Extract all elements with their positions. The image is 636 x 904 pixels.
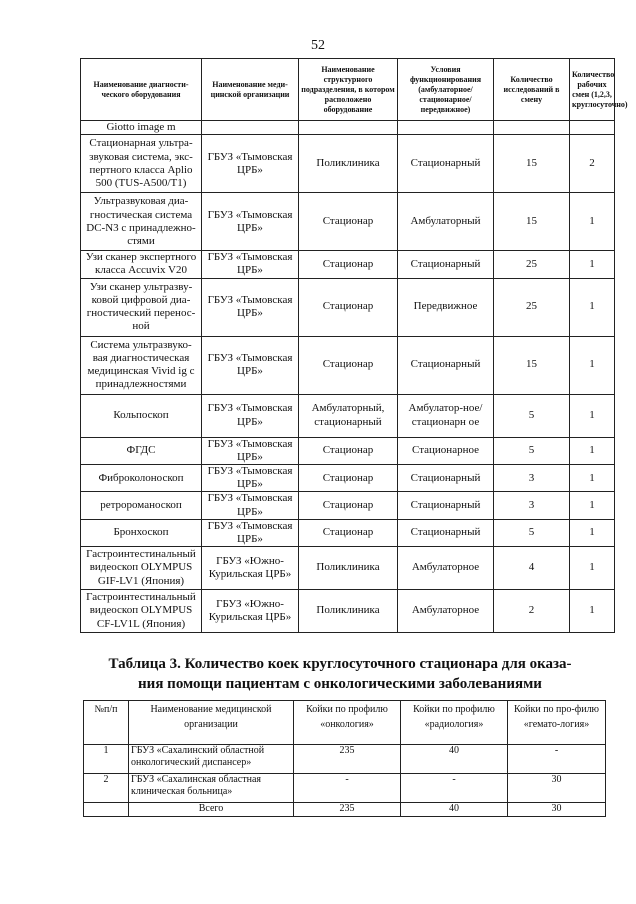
table3-title [60,655,620,694]
table-row [81,590,615,633]
cell-operating-conditions: Стационарный [398,492,494,519]
cell-operating-conditions: Амбулатор-ное/стационарн ое [398,394,494,437]
cell-medical-organization: ГБУЗ «Сахалинский областной онкологический диспансер» [129,745,294,774]
table-row [81,278,615,336]
cell-equipment-name: Giotto image m [81,121,202,135]
header-hematology-beds: Койки по про-филю «гемато-логия» [508,701,606,745]
cell-radiology-beds: - [401,774,508,803]
cell-exams-per-shift: 5 [494,394,570,437]
table-row [81,492,615,519]
cell-organization: ГБУЗ «Тымовская ЦРБ» [202,135,299,193]
cell-equipment-name: ФГДС [81,437,202,464]
cell-operating-conditions: Амбулаторное [398,547,494,590]
cell-equipment-name: Система ультразвуко-вая диагностическая медицинская Vivid ig с принадлежностями [81,336,202,394]
cell-exams-per-shift: 5 [494,437,570,464]
header-structural-unit: Наименование структурного подразделения, в котором расположено оборудование [299,59,398,121]
header-work-shifts: Количество рабочих смен (1,2,3, круглосуточно) [570,59,615,121]
cell-structural-unit [299,121,398,135]
header-number: №п/п [84,701,129,745]
cell-structural-unit: Стационар [299,278,398,336]
table-row [84,745,606,774]
cell-exams-per-shift: 4 [494,547,570,590]
cell-work-shifts: 1 [570,394,615,437]
cell-organization: ГБУЗ «Тымовская ЦРБ» [202,492,299,519]
table-row [81,547,615,590]
cell-equipment-name: Кольпоскоп [81,394,202,437]
oncology-beds-table [83,700,606,817]
cell-number: 1 [84,745,129,774]
cell-organization: ГБУЗ «Тымовская ЦРБ» [202,336,299,394]
cell-structural-unit: Стационар [299,437,398,464]
equipment-table [80,58,628,633]
table-row [81,193,615,251]
cell-operating-conditions [398,121,494,135]
cell-structural-unit: Стационар [299,336,398,394]
cell-work-shifts [570,121,615,135]
table-row [84,774,606,803]
cell-exams-per-shift: 3 [494,492,570,519]
cell-medical-organization: ГБУЗ «Сахалинская областная клиническая больница» [129,774,294,803]
table-row [84,803,606,817]
cell-operating-conditions: Стационарный [398,519,494,546]
header-organization: Наименование меди-цинской организации [202,59,299,121]
cell-structural-unit: Поликлиника [299,590,398,633]
cell-hematology-beds: - [508,745,606,774]
cell-radiology-beds: 40 [401,745,508,774]
cell-operating-conditions: Передвижное [398,278,494,336]
cell-equipment-name: Узи сканер ультразву-ковой цифровой диа-гностический перенос-ной [81,278,202,336]
cell-number: 2 [84,774,129,803]
table-row [81,464,615,491]
cell-structural-unit: Поликлиника [299,135,398,193]
cell-organization: ГБУЗ «Тымовская ЦРБ» [202,251,299,278]
cell-hematology-beds: 30 [508,774,606,803]
cell-exams-per-shift: 25 [494,278,570,336]
header-operating-conditions: Условия функционирования (амбулаторное/стационарное/передвижное) [398,59,494,121]
cell-hematology-beds: 30 [508,803,606,817]
cell-organization: ГБУЗ «Тымовская ЦРБ» [202,437,299,464]
cell-oncology-beds: 235 [294,803,401,817]
cell-organization: ГБУЗ «Тымовская ЦРБ» [202,519,299,546]
cell-structural-unit: Стационар [299,519,398,546]
cell-equipment-name: Гастроинтестинальный видеоскоп OLYMPUS GIF-LV1 (Япония) [81,547,202,590]
cell-structural-unit: Стационар [299,464,398,491]
cell-work-shifts: 1 [570,547,615,590]
cell-work-shifts: 1 [570,278,615,336]
cell-organization [202,121,299,135]
cell-equipment-name: Фиброколоноскоп [81,464,202,491]
table-row [81,394,615,437]
cell-operating-conditions: Стационарный [398,251,494,278]
equipment-table-body [81,121,615,633]
cell-structural-unit: Поликлиника [299,547,398,590]
cell-equipment-name: Ультразвуковая диа-гностическая система DC-N3 с принадлежно-стями [81,193,202,251]
cell-operating-conditions: Стационарный [398,135,494,193]
cell-organization: ГБУЗ «Тымовская ЦРБ» [202,278,299,336]
header-medical-organization: Наименование медицинской организации [129,701,294,745]
cell-structural-unit: Амбулаторный, стационарный [299,394,398,437]
cell-medical-organization: Всего [129,803,294,817]
cell-operating-conditions: Стационарное [398,437,494,464]
table-row [81,251,615,278]
cell-work-shifts: 1 [570,464,615,491]
cell-number [84,803,129,817]
beds-table-body [84,745,606,817]
beds-table-header-row [84,701,606,745]
cell-work-shifts: 1 [570,590,615,633]
cell-equipment-name: Узи сканер экспертного класса Accuvix V20 [81,251,202,278]
cell-work-shifts: 1 [570,492,615,519]
cell-equipment-name: Гастроинтестинальный видеоскоп OLYMPUS CF-LV1L (Япония) [81,590,202,633]
cell-operating-conditions: Стационарный [398,336,494,394]
header-oncology-beds: Койки по профилю «онкология» [294,701,401,745]
cell-equipment-name: Бронхоскоп [81,519,202,546]
cell-work-shifts: 1 [570,251,615,278]
cell-exams-per-shift [494,121,570,135]
header-exams-per-shift: Количество исследований в смену [494,59,570,121]
cell-work-shifts: 1 [570,336,615,394]
cell-exams-per-shift: 25 [494,251,570,278]
header-equipment-name: Наименование диагности-ческого оборудования [81,59,202,121]
cell-equipment-name: Стационарная ультра-звуковая система, экс-пертного класса Aplio 500 (TUS-A500/T1) [81,135,202,193]
cell-work-shifts: 1 [570,519,615,546]
cell-exams-per-shift: 5 [494,519,570,546]
cell-organization: ГБУЗ «Тымовская ЦРБ» [202,193,299,251]
table3-title-line-2: ния помощи пациентам с онкологическими заболеваниями [138,675,542,692]
cell-work-shifts: 2 [570,135,615,193]
table-row [81,336,615,394]
cell-oncology-beds: - [294,774,401,803]
cell-work-shifts: 1 [570,193,615,251]
cell-exams-per-shift: 15 [494,336,570,394]
cell-operating-conditions: Амбулаторное [398,590,494,633]
cell-structural-unit: Стационар [299,251,398,278]
cell-exams-per-shift: 2 [494,590,570,633]
cell-structural-unit: Стационар [299,492,398,519]
cell-organization: ГБУЗ «Южно-Курильская ЦРБ» [202,590,299,633]
cell-organization: ГБУЗ «Южно-Курильская ЦРБ» [202,547,299,590]
cell-organization: ГБУЗ «Тымовская ЦРБ» [202,394,299,437]
cell-operating-conditions: Амбулаторный [398,193,494,251]
cell-equipment-name: ретророманоскоп [81,492,202,519]
cell-organization: ГБУЗ «Тымовская ЦРБ» [202,464,299,491]
cell-work-shifts: 1 [570,437,615,464]
header-radiology-beds: Койки по профилю «радиология» [401,701,508,745]
cell-exams-per-shift: 15 [494,193,570,251]
equipment-table-header-row [81,59,615,121]
table-row [81,135,615,193]
table3-title-line-1: Таблица 3. Количество коек круглосуточного стационара для оказа- [108,656,572,672]
cell-structural-unit: Стационар [299,193,398,251]
cell-radiology-beds: 40 [401,803,508,817]
cell-exams-per-shift: 3 [494,464,570,491]
table-row [81,437,615,464]
table-row [81,121,615,135]
page-number: 52 [311,38,325,53]
cell-operating-conditions: Стационарный [398,464,494,491]
cell-oncology-beds: 235 [294,745,401,774]
cell-exams-per-shift: 15 [494,135,570,193]
table-row [81,519,615,546]
